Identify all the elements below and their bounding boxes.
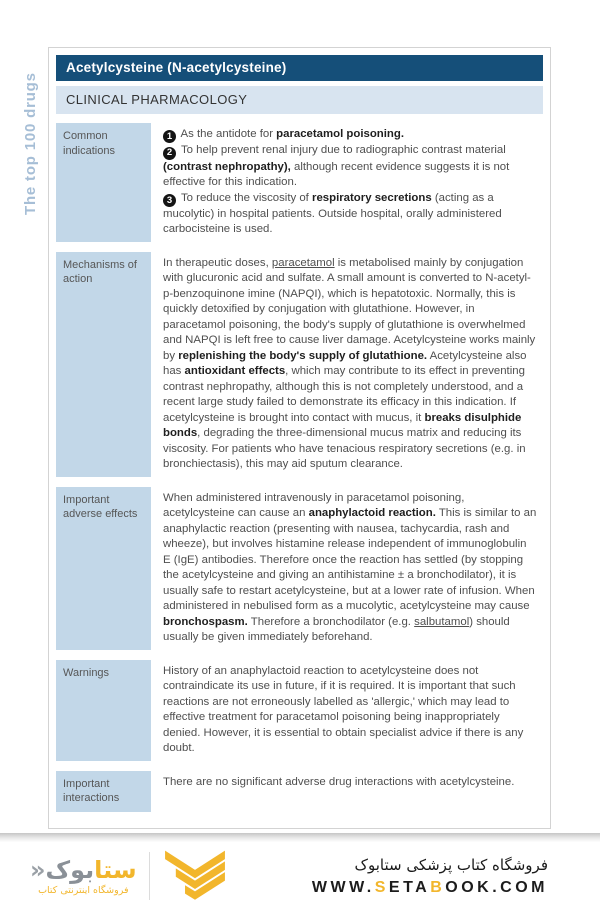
footer-store-info [312, 856, 548, 897]
setabook-logo [30, 850, 228, 902]
row-important-interactions [56, 771, 543, 812]
row-common-indications [56, 123, 543, 242]
page-edge-shadow [0, 833, 600, 842]
drug-title-bar: Acetylcysteine (N-acetylcysteine) [56, 55, 543, 81]
row-content: There are no significant adverse drug interactions with acetylcysteine. [163, 775, 515, 788]
row-label: Important interactions [56, 771, 151, 812]
row-label: Common indications [56, 123, 151, 242]
store-name-farsi: فروشگاه کتاب پزشکی ستابوک [354, 855, 548, 874]
setabook-logo-text [30, 857, 137, 896]
row-content: In therapeutic doses, paracetamol is metabolised mainly by conjugation with glucuronic acid and sulfate. A small amount is converted to N-acetyl-p-benzoquinone imine (NAPQI), which is hepatotoxic. Normally, this is quickly detoxified by conjugation with glutathione. However, in paracetamol poisoning, the body's supply of glutathione is overwhelmed and NAPQI is left free to cause liver damage. Acetylcysteine works mainly by replenishing the body's supply of glutathione. Acetylcysteine also has antioxidant effects, which may contribute to its effect in preventing contrast nephropathy, although this is not completely understood, and a recent large study failed to demonstrate its efficacy in this indication. If acetylcysteine is brought into contact with mucus, it breaks disulphide bonds, degrading the three-dimensional mucus matrix and reducing its viscosity. For patients who have tenacious respiratory secretions (e.g. in bronchiectasis), this may aid sputum clearance. [163, 256, 536, 471]
logo-divider [149, 852, 150, 900]
row-content: History of an anaphylactoid reaction to acetylcysteine does not contraindicate its use in future, if it is required. It is important that such reactions are not erroneously labelled as 'allergic,' which may lead to effective treatment for paracetamol poisoning being inappropriately denied. However, it is essential to obtain specialist advice if there is any doubt. [163, 664, 524, 755]
row-label: Mechanisms of action [56, 252, 151, 477]
row-label: Important adverse effects [56, 487, 151, 650]
row-content: 1 As the antidote for paracetamol poisoning. 2 To help prevent renal injury due to radiographic contrast material (contrast nephropathy), although recent evidence suggests it is not effective for this indication. 3 To reduce the viscosity of respiratory secretions (acting as a mucolytic) in hospital patients. Outside hospital, orally administered carbocisteine is used. [163, 128, 510, 236]
row-mechanisms-of-action [56, 252, 543, 477]
website-url[interactable]: WWW.SETABOOK.COM [311, 878, 548, 896]
setabook-tagline: فروشگاه اینترنتی کتاب [38, 884, 129, 896]
setabook-chevron-icon [162, 850, 228, 902]
row-warnings [56, 660, 543, 761]
vertical-series-label: The top 100 drugs [22, 72, 39, 215]
row-important-adverse-effects [56, 487, 543, 650]
row-content: When administered intravenously in paracetamol poisoning, acetylcysteine can cause an anaphylactoid reaction. This is similar to an anaphylactic reaction (presenting with nausea, tachycardia, rash and wheeze), but involves histamine release independent of immunoglobulin E (IgE) antibodies. Therefore once the reaction has settled (by stopping the acetylcysteine and giving an antihistamine ± a bronchodilator), it is usually safe to restart acetylcysteine, but at a lower rate of infusion. When administered in nebulised form as a mucolytic, acetylcysteine may cause bronchospasm. Therefore a bronchodilator (e.g. salbutamol) should usually be given immediately beforehand. [163, 491, 537, 644]
row-label: Warnings [56, 660, 151, 761]
setabook-wordmark: ستابوک« [30, 855, 137, 884]
section-header-clinical-pharmacology: CLINICAL PHARMACOLOGY [56, 86, 543, 114]
footer [0, 846, 600, 906]
drug-monograph-card [48, 47, 551, 829]
